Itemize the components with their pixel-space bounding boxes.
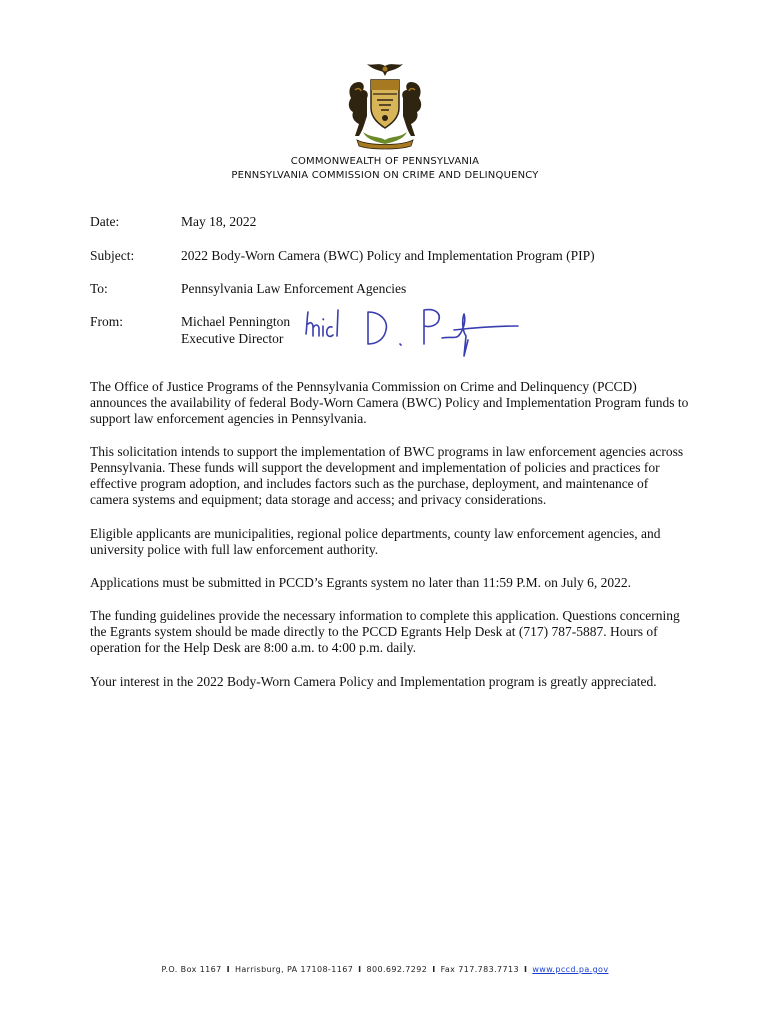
paragraph-deadline: Applications must be submitted in PCCD’s Egrants system no later than 11:59 P.M. on July 6, 2022.	[90, 575, 631, 590]
footer-phone: 800.692.7292	[366, 965, 428, 974]
footer-address: P.O. Box 1167	[161, 965, 222, 974]
subject-value: 2022 Body-Worn Camera (BWC) Policy and Implementation Program (PIP)	[181, 248, 595, 263]
letterhead	[0, 155, 770, 183]
subject-label: Subject:	[90, 248, 135, 263]
letterhead-line-commission: PENNSYLVANIA COMMISSION ON CRIME AND DELINQUENCY	[231, 170, 539, 181]
from-label: From:	[90, 314, 124, 329]
footer-separator: I	[523, 965, 528, 974]
paragraph-announcement: The Office of Justice Programs of the Pennsylvania Commission on Crime and Delinquency (PCCD) announces the availability of federal Body-Worn Camera (BWC) Policy and Implementation Program funds to support law enforcement agencies in Pennsylvania.	[90, 379, 689, 426]
paragraph-closing: Your interest in the 2022 Body-Worn Camera Policy and Implementation program is greatly appreciated.	[90, 674, 657, 689]
signature-image	[302, 300, 528, 362]
paragraph-help-desk: The funding guidelines provide the necessary information to complete this application. Questions concerning the Egrants system should be made directly to the PCCD Egrants Help Desk at (717) 787-5887. Hours of operation for the Help Desk are 8:00 a.m. to 4:00 p.m. daily.	[90, 608, 680, 655]
footer-fax: Fax 717.783.7713	[440, 965, 520, 974]
paragraph-solicitation: This solicitation intends to support the implementation of BWC programs in law enforcement agencies across Pennsylvania. These funds will support the development and implementation of policies and practices for effective program adoption, and includes factors such as the purchase, deployment, and maintenance of camera systems and equipment; data storage and access; and privacy considerations.	[90, 444, 684, 507]
from-name: Michael Pennington	[181, 314, 291, 329]
to-label: To:	[90, 281, 108, 296]
letterhead-line-commonwealth: COMMONWEALTH OF PENNSYLVANIA	[290, 156, 480, 167]
to-value: Pennsylvania Law Enforcement Agencies	[181, 281, 407, 296]
footer-city: Harrisburg, PA 17108-1167	[234, 965, 354, 974]
footer-contact	[0, 965, 770, 974]
footer-separator: I	[226, 965, 230, 974]
footer-separator: I	[432, 965, 436, 974]
footer-separator: I	[358, 965, 362, 974]
pennsylvania-seal-icon	[333, 60, 437, 152]
date-label: Date:	[90, 214, 120, 229]
footer-website-link[interactable]: www.pccd.pa.gov	[532, 965, 609, 974]
date-value: May 18, 2022	[181, 214, 257, 229]
paragraph-eligibility: Eligible applicants are municipalities, regional police departments, county law enforcement agencies, and university police with full law enforcement authority.	[90, 526, 661, 557]
from-title: Executive Director	[181, 331, 284, 346]
